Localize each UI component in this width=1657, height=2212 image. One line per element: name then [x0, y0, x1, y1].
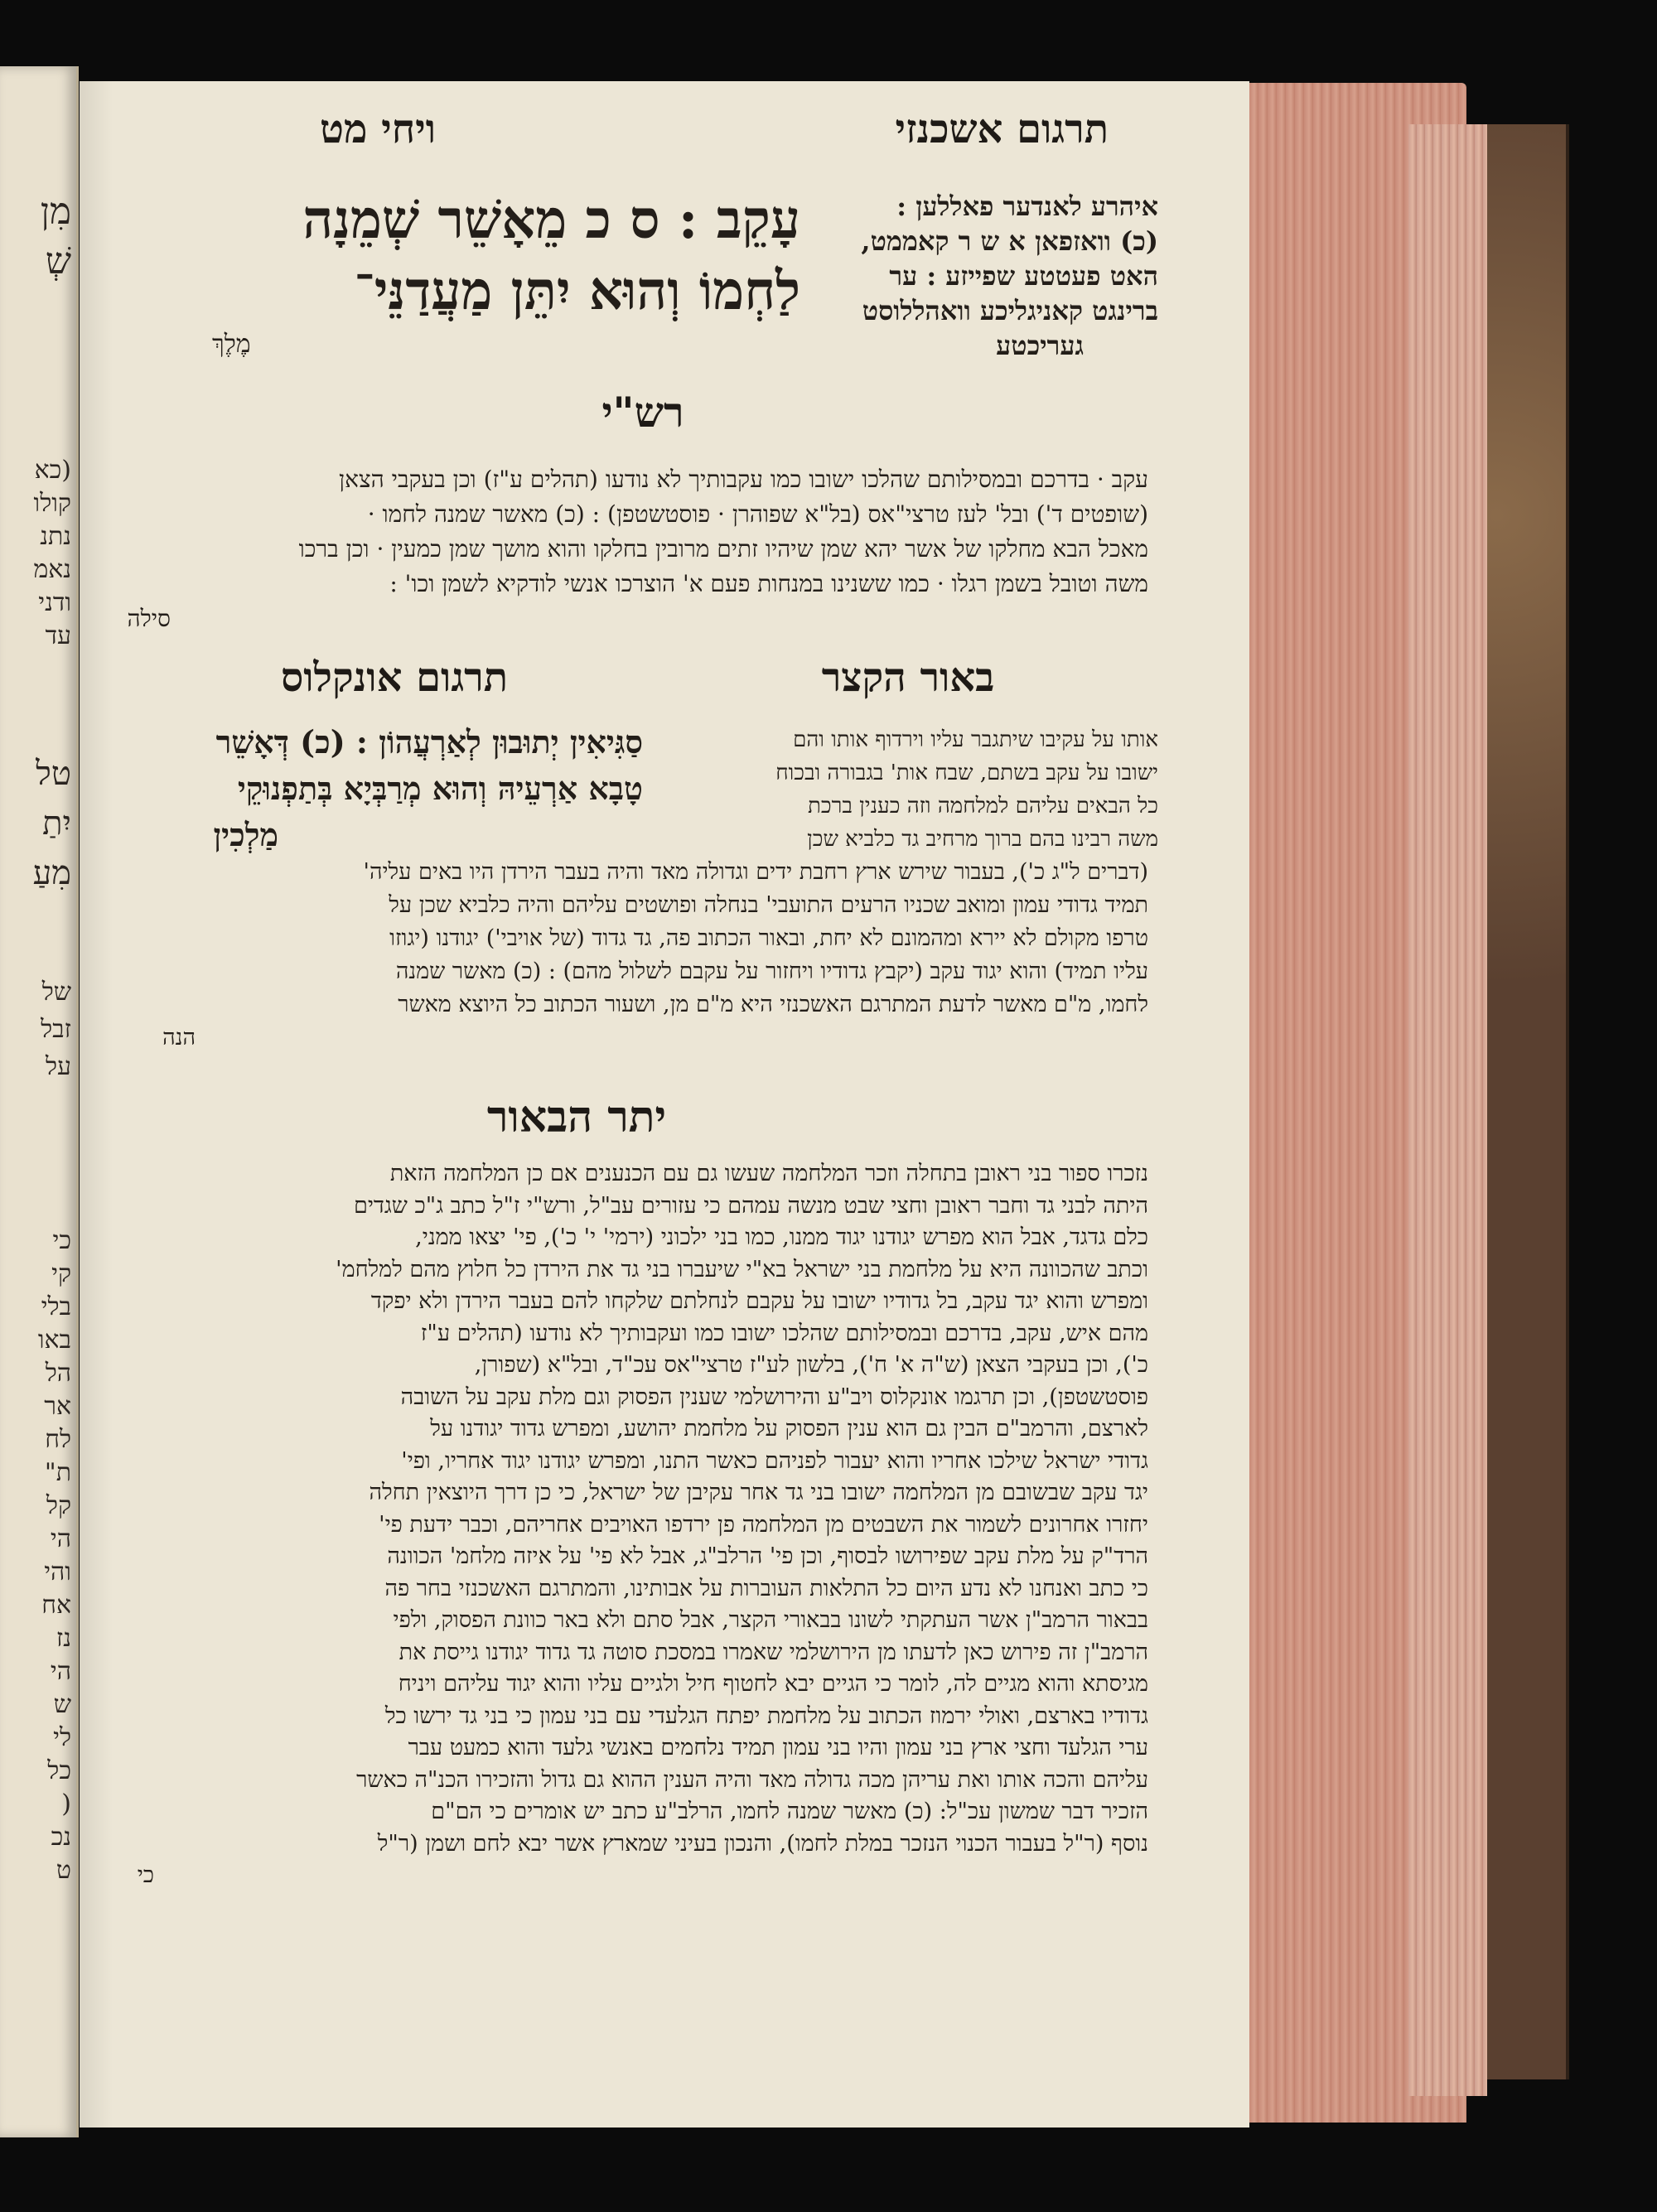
left-page-fragment: לח [45, 1425, 71, 1454]
left-page-fragment: הי [50, 1657, 71, 1686]
verse-line: לַחְמוֹ וְהוּא יִתֵּן מַעֲדַנֵּי־ [354, 260, 800, 322]
left-page-fragment: ט [56, 1856, 71, 1885]
main-page [80, 81, 1249, 2127]
onkelos-line: סַגִּיאִין יְתוּבוּן לְאַרְעֲהוֹן : (כ) דְּאָשֵׁר [215, 723, 643, 761]
biur-title: באור הקצר [821, 654, 995, 701]
left-page-fragment: לי [53, 1723, 71, 1752]
left-page-fragment: ת" [44, 1458, 71, 1487]
left-page-fragment: כי [52, 1226, 71, 1255]
left-page-fragment: הל [45, 1359, 71, 1388]
yeter-line: לארצם, והרמב"ם הבין גם הוא ענין הפסוק על מלחמת יהושע, ומפרש גדוד יגודנו על [430, 1416, 1148, 1442]
left-page-fragment: מִעַ [32, 854, 71, 892]
yeter-line: כי כתב ואנחנו לא נדע היום כל התלאות העוברות על אבותינו, והמתרגם האשכנזי בחר פה [384, 1575, 1148, 1601]
translation-line: איהרע לאנדער פאללען : [896, 191, 1158, 222]
left-page-fragment: אח [41, 1591, 71, 1620]
verse-continuation: מֶלֶךְ [212, 330, 251, 359]
onkelos-title: תרגום אונקלוס [280, 654, 509, 701]
biur-line: לחמו, מ"ם מאשר לדעת המתרגם האשכנזי היא מ"ם מן, ושעור הכתוב כל היוצא מאשר [398, 992, 1148, 1017]
biur-line: כל הבאים עליהם למלחמה וזה כענין ברכת [808, 794, 1158, 819]
page-edges-inner [1408, 124, 1487, 2096]
biur-line: טרפו מקולם לא יירא ומהמונם לא יחת, ובאור הכתוב פה, גד גדוד (של אויבי') יגודנו (יגוזו [389, 925, 1148, 951]
translation-line: האט פעטטע שפייזע : ער [889, 260, 1158, 292]
biur-line: תמיד גדודי עמון ומואב שכניו הרעים התועבי' בנחלה ופושטים עליהם והיה כלביא שכן על [389, 892, 1148, 918]
yeter-line: הרד"ק על מלת עקב שפירושו לבסוף, וכן פי' הרלב"ג, אבל לא פי' על איזה מלחמ' הכוונה [387, 1543, 1148, 1569]
rashi-line: עקב · בדרכם ובמסילותם שהלכו ישובו כמו עקבותיך לא נודעו (תהלים ע"ז) וכן בעקבי הצאן [339, 466, 1148, 493]
left-page-fragment: קולו [33, 489, 71, 518]
left-page-fragment: של [41, 978, 71, 1007]
translation-line: (כ) וואזפאן א ש ר קאממט, [861, 225, 1158, 257]
yeter-line: עליהם והכה אותו ואת עריהן מכה גדולה מאד והיה הענין ההוא גם גדול והזכירו הכנ"ה כאשר [356, 1766, 1148, 1793]
yeter-line: פוסטשטפן), וכן תרגמו אונקלוס ויב"ע והירושלמי שענין הפסוק וגם מלת עקב על השובה [400, 1384, 1148, 1410]
rashi-line: מאכל הבא מחלקו של אשר יהא שמן שיהיו זתים מרובין בחלקו והוא מושך שמן כמעין · וכן ברכו [298, 535, 1148, 563]
yeter-line: הרמב"ן זה פירוש כאן לדעתו מן הירושלמי שאמרו במסכת סוטה גד גדוד יגודנו גייסת את [399, 1639, 1148, 1665]
yeter-line: נוסף (ר"ל בעבור הכנוי הנזכר במלת לחמו), והנכון בעיני שמארץ אשר יבא לחם ושמן (ר"ל [377, 1830, 1148, 1857]
yeter-line: ומפרש והוא יגד עקב, בל גדודיו ישובו על עקבם לנחלתם שלקחו להם בעבר הירדן ולא יפקד [370, 1288, 1148, 1314]
left-page-fragment: טל [36, 755, 71, 793]
left-page-fragment: ש [53, 1690, 71, 1719]
onkelos-line: מַלְכִין [213, 816, 278, 853]
rashi-line: סילה [127, 605, 171, 632]
left-facing-page [0, 66, 79, 2137]
yeter-line: וכתב שהכוונה היא על מלחמת בני ישראל בא"י שיעברו בני גד את הירדן כל חלוץ מהם למלחמ' [336, 1256, 1148, 1282]
left-page-fragment: באו [37, 1326, 71, 1355]
yeter-line: גדודיו בארצם, ואולי ירמוז הכתוב על מלחמת יפתח הגלעדי עם בני עמון כי בני גד ירשו כל [384, 1702, 1148, 1729]
onkelos-line: טָבָא אַרְעֵיהּ וְהוּא מְרַבְּיָא בְּתַפְנוּקֵי [237, 770, 643, 807]
left-page-fragment: קל [46, 1491, 71, 1520]
yeter-text [88, 1158, 1148, 1892]
left-page-fragment: עד [45, 621, 71, 650]
yeter-line: גדודי ישראל שילכו אחריו והוא יעבור לפניהם כאשר התנו, ומפרש יגודנו יגוד אחריו, ופי' [401, 1447, 1148, 1474]
left-page-fragment: ( [61, 1789, 71, 1818]
yeter-line: יחזרו אחרונים לשמור את השבטים מן המלחמה פן ירדפו האויבים אחריהם, וכבר ידעת פי' [379, 1511, 1148, 1538]
yeter-line: כ'), וכן בעקבי הצאן (ש"ה א' ח'), בלשון לע"ז טרצי"אס עכ"ד, ובל"א (שפורן, [474, 1352, 1148, 1378]
biur-line: ישובו על עקב בשתם, שבח אות' בגבורה ובכוח [775, 761, 1158, 785]
yeter-line: נזכרו ספור בני ראובן בתחלה וזכר המלחמה שעשו גם עם הכנענים אם כן המלחמה הזאת [389, 1161, 1148, 1186]
yeter-line: מהם איש, עקב, בדרכם ובמסילותם שהלכו ישובו כמו ועקבותיך לא נודעו (תהלים ע"ז [420, 1320, 1148, 1346]
yeter-line: מגיסתא והוא מגיים לה, לומר כי הגיים יבא לחטוף חיל ולגיים עליו והוא יגוד עליהם ויניח [398, 1671, 1148, 1697]
left-page-fragment: שְׁ [45, 240, 71, 283]
yeter-line: יגד עקב שבשובם מן המלחמה ישובו בני גד אחר עקיבן של ישראל, כי כן דרך היוצאין תחלה [369, 1480, 1148, 1505]
biur-line: הנה [162, 1025, 196, 1050]
rashi-text [88, 462, 1148, 636]
yeter-line: הזכיר דבר שמשון עכ"ל: (כ) מאשר שמנה לחמו, הרלב"ע כתב יש אומרים כי הם"ם [431, 1799, 1148, 1824]
yeter-line: ערי הגלעד וחצי ארץ בני עמון והיו בני עמון תמיד נלחמים באנשי גלעד והוא כמעט עבר [408, 1735, 1148, 1760]
translation-column [802, 189, 1158, 363]
left-page-fragment: זבל [41, 1015, 71, 1044]
verse-line: עָקֵב : ס כ מֵאָשֵׁר שְׁמֵנָה [302, 189, 800, 251]
biur-text-column [661, 723, 1158, 856]
onkelos-text [96, 719, 643, 858]
left-page-fragment: נאמ [33, 555, 71, 584]
header-right: תרגום אשכנזי [895, 106, 1109, 152]
left-page-fragment: הי [50, 1524, 71, 1553]
biur-text-full [88, 856, 1148, 1055]
left-page-fragment: מִן [40, 191, 71, 233]
left-page-fragment: כל [47, 1756, 71, 1785]
torah-verse [104, 185, 800, 327]
rashi-title: רש"י [601, 388, 684, 437]
biur-line: עליו תמיד) והוא יגוד עקב (יקבץ גדודיו ויחזור על עקבם לשלול מהם) : (כ) מאשר שמנה [395, 959, 1148, 984]
rashi-line: (שופטים ד') ובל' לעז טרצי"אס (בל"א שפוהרן · פוסטשטפן) : (כ) מאשר שמנה לחמו · [367, 500, 1148, 528]
translation-line: געריכטע [996, 330, 1084, 361]
left-page-fragment: (כא [34, 456, 71, 485]
left-page-fragment: נז [56, 1624, 71, 1653]
yeter-line: כלם גדגד, אבל הוא מפרש יגודנו יגוד ממנו, כמו בני ילכוני (ירמי' י' כ'), פי' יצאו ממני, [415, 1224, 1148, 1250]
rashi-line: משה וטובל בשמן רגלו · כמו ששנינו במנחות פעם א' הוצרכו אנשי לודקיא לשמן וכו' : [389, 570, 1148, 597]
yeter-line: היתה לבני גד וחבר ראובן וחצי שבט מנשה עמהם כי עזורים עב"ל, ורש"י ז"ל כתב ג"כ שגדים [353, 1192, 1148, 1219]
left-page-fragment: ודני [38, 588, 71, 617]
left-page-fragment: קי [51, 1259, 71, 1288]
translation-line: ברינגט קאניגליכע וואהללוסט [862, 295, 1158, 326]
biur-line: אותו על עקיבו שיתגבר עליו וירדוף אותו והם [793, 727, 1158, 752]
left-page-fragment: בלי [41, 1292, 71, 1321]
left-page-fragment: והי [44, 1558, 71, 1587]
yeter-title: יתר הבאור [486, 1092, 667, 1142]
yeter-line: בבאור הרמב"ן אשר העתקתי לשונו בבאורי הקצר, אבל סתם ולא באר כוונת הפסוק, ולפי [393, 1607, 1148, 1633]
left-page-fragment: יִתַ [42, 804, 71, 843]
yeter-line: כי [137, 1862, 154, 1888]
biur-line: משה רבינו בהם ברוך מרחיב גד כלביא שכן [807, 827, 1158, 852]
header-left: ויחי מט [320, 106, 437, 152]
left-page-fragment: אר [44, 1392, 71, 1421]
left-page-fragment: על [45, 1052, 71, 1081]
biur-line: (דברים ל"ג כ'), בעבור שירש ארץ רחבת ידים וגדולה מאד והיה בעבר הירדן היו באים עליה' [363, 859, 1148, 885]
left-page-fragment: נכ [51, 1823, 71, 1852]
left-page-fragment: נתנ [40, 522, 71, 551]
